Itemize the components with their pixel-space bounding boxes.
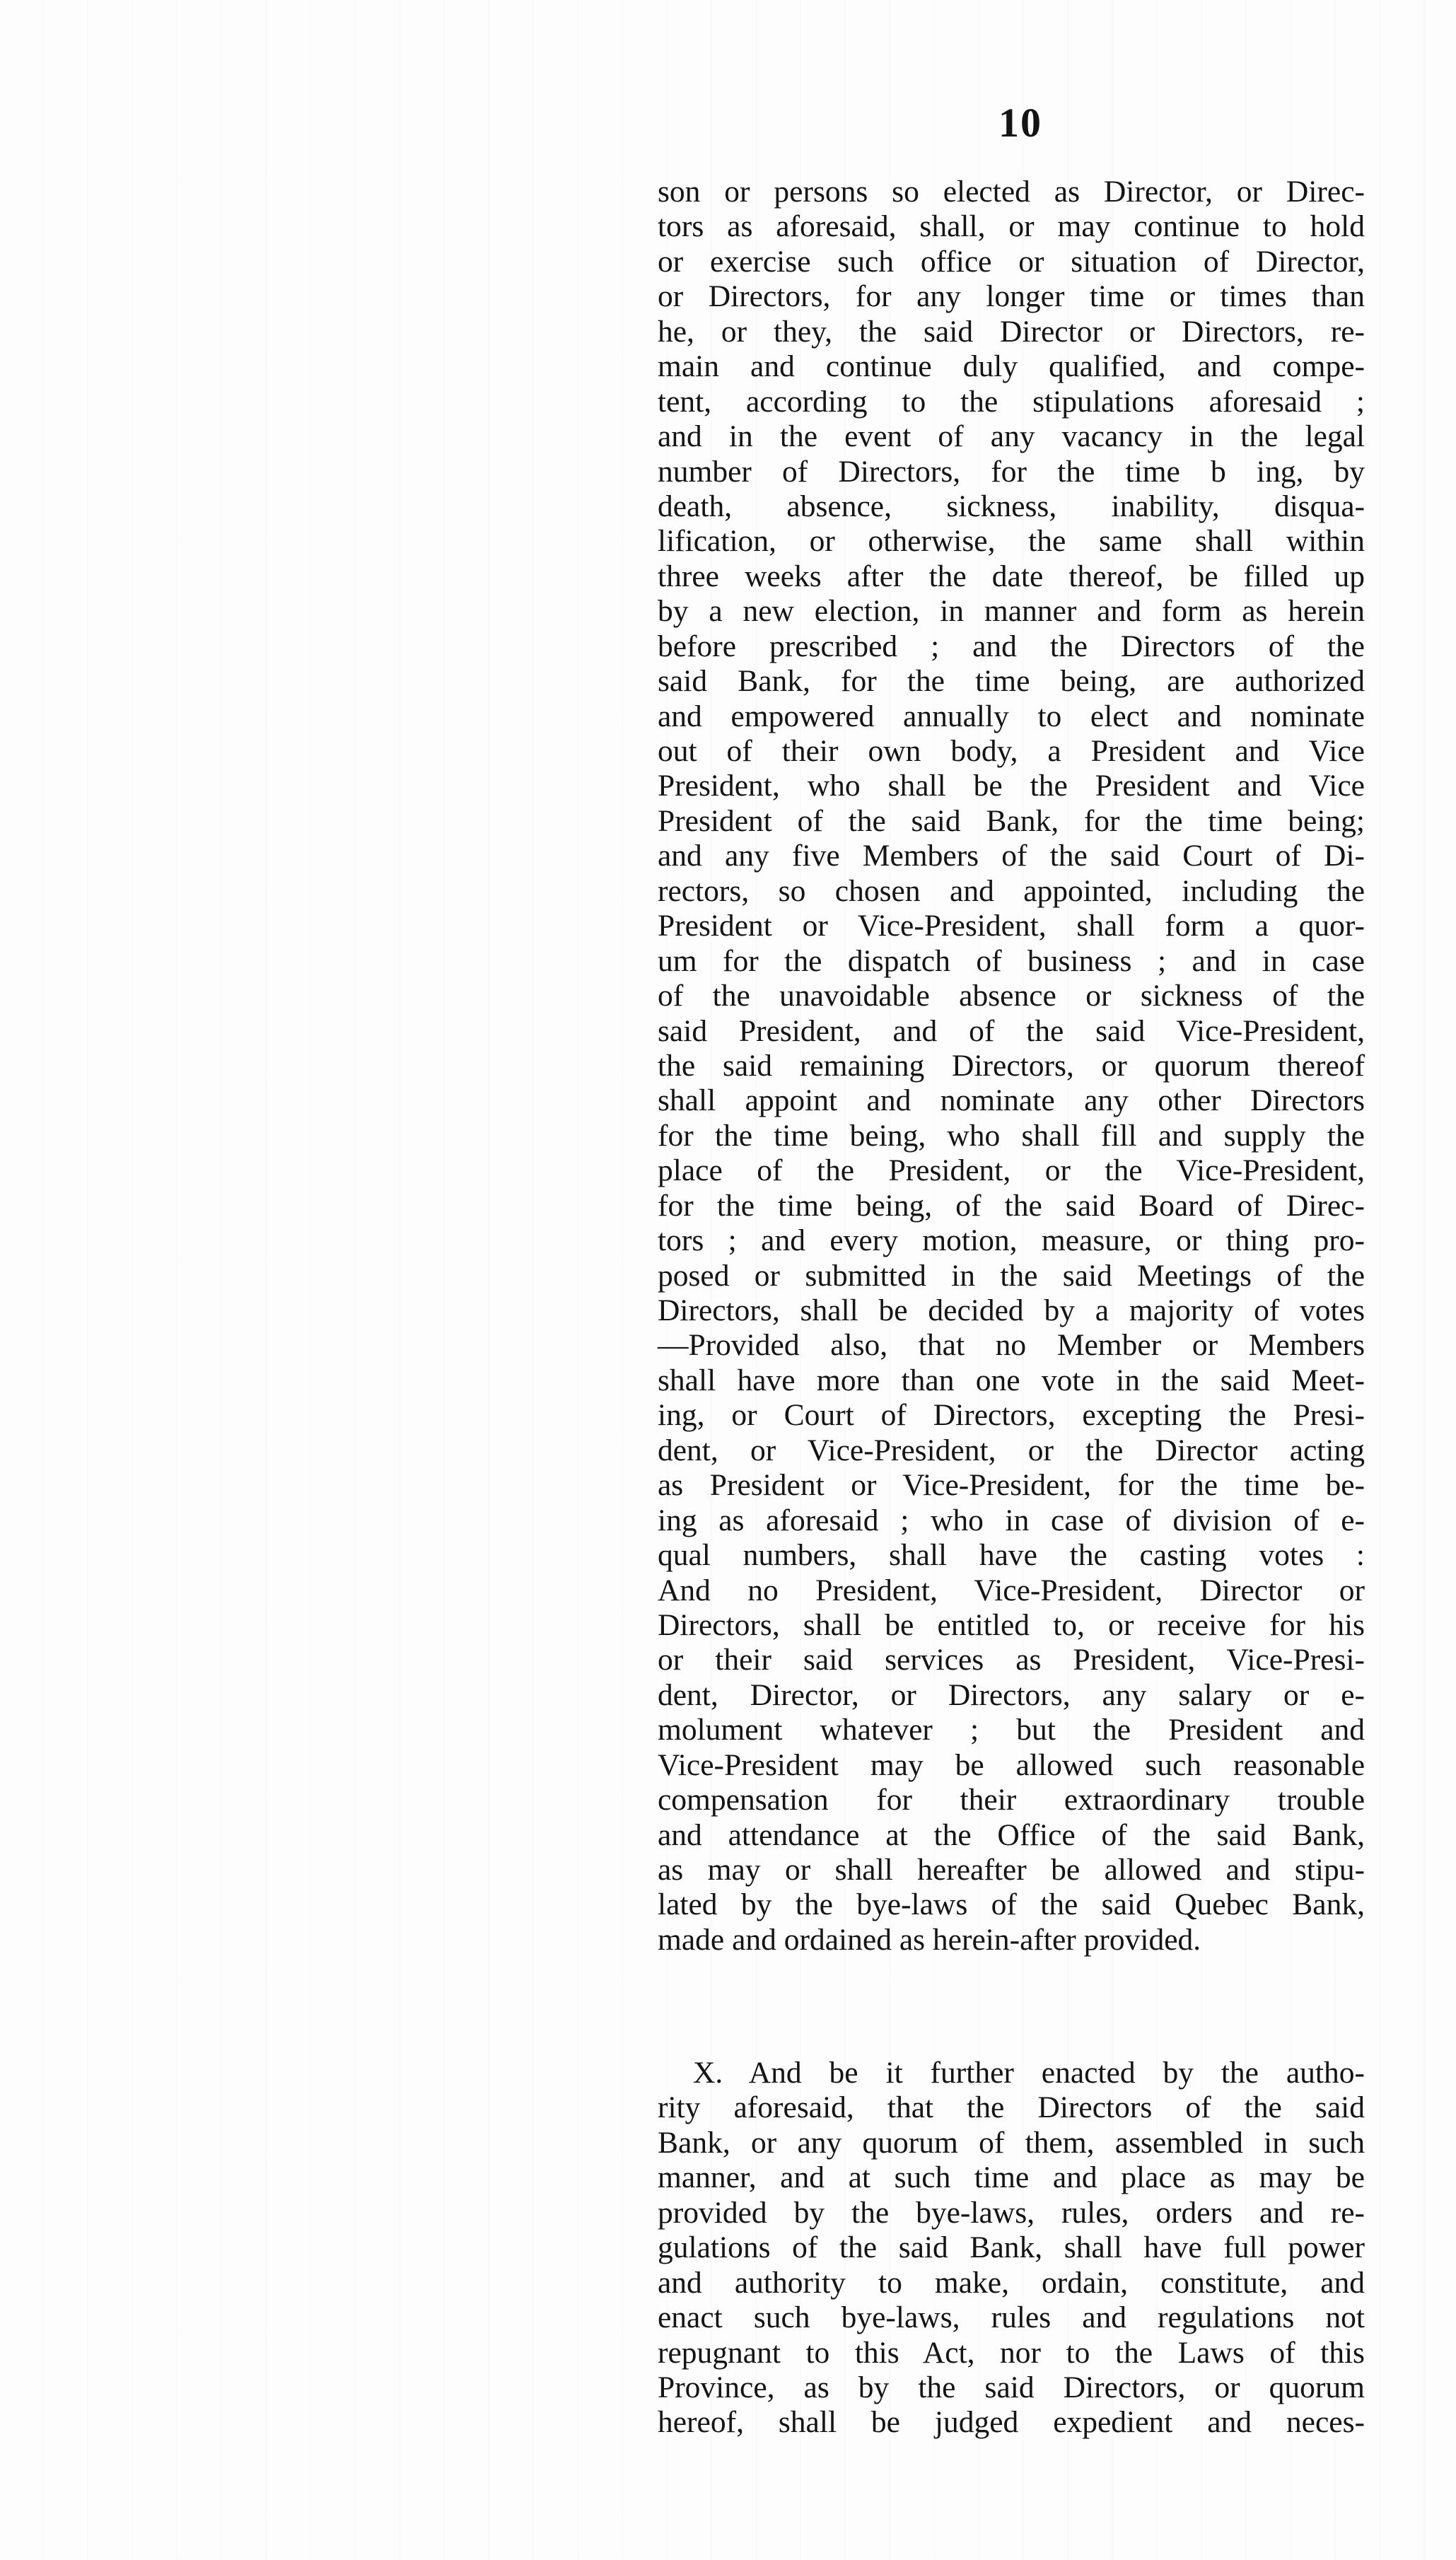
text-line: ing as aforesaid ; who in case of division of e- [658,1503,1365,1537]
text-line: repugnant to this Act, nor to the Laws of this [658,2335,1365,2370]
text-line: for the time being, of the said Board of Direc- [658,1188,1365,1223]
text-line: President of the said Bank, for the time being; [658,803,1365,838]
text-line: out of their own body, a President and Vice [658,734,1365,768]
text-line: Vice-President may be allowed such reasonable [658,1747,1365,1782]
text-line: rectors, so chosen and appointed, including the [658,873,1365,908]
text-line: the said remaining Directors, or quorum thereof [658,1048,1365,1083]
text-line: before prescribed ; and the Directors of the [658,629,1365,663]
text-line: dent, Director, or Directors, any salary or e- [658,1677,1365,1712]
text-line: Directors, shall be decided by a majority of votes [658,1293,1365,1327]
text-line: by a new election, in manner and form as herein [658,594,1365,629]
text-line: and attendance at the Office of the said Bank, [658,1817,1365,1852]
text-line: molument whatever ; but the President and [658,1713,1365,1747]
text-line: and in the event of any vacancy in the legal [658,419,1365,454]
text-line: tors as aforesaid, shall, or may continue to hold [658,209,1365,244]
text-line: um for the dispatch of business ; and in case [658,943,1365,978]
text-line: son or persons so elected as Director, or Direc- [658,175,1365,209]
text-line: manner, and at such time and place as may be [658,2160,1365,2195]
text-line: qual numbers, shall have the casting votes : [658,1538,1365,1573]
text-line: hereof, shall be judged expedient and neces- [658,2405,1365,2440]
text-line: as President or Vice-President, for the time be- [658,1468,1365,1503]
text-line: he, or they, the said Director or Directors, re- [658,314,1365,349]
text-line: and empowered annually to elect and nominate [658,699,1365,733]
text-line: three weeks after the date thereof, be filled up [658,559,1365,593]
text-line: President or Vice-President, shall form a quor- [658,909,1365,943]
text-line: tent, according to the stipulations aforesaid ; [658,384,1365,419]
text-line: for the time being, who shall fill and supply the [658,1118,1365,1153]
text-line: or Directors, for any longer time or times than [658,279,1365,314]
paragraph-section-x [658,2056,1365,2440]
text-line: provided by the bye-laws, rules, orders and re- [658,2195,1365,2230]
text-line: said President, and of the said Vice-President, [658,1013,1365,1048]
text-line: X. And be it further enacted by the autho- [693,2056,1365,2090]
text-line: or exercise such office or situation of Director, [658,244,1365,279]
text-line: number of Directors, for the time b ing, by [658,454,1365,489]
text-line: tors ; and every motion, measure, or thing pro- [658,1223,1365,1258]
text-line: shall appoint and nominate any other Directors [658,1083,1365,1118]
text-line: compensation for their extraordinary trouble [658,1783,1365,1817]
text-line: Directors, shall be entitled to, or receive for his [658,1607,1365,1642]
text-line: as may or shall hereafter be allowed and stipu- [658,1853,1365,1887]
text-line: said Bank, for the time being, are authorized [658,664,1365,699]
text-line: —Provided also, that no Member or Members [658,1328,1365,1363]
text-line: posed or submitted in the said Meetings of the [658,1258,1365,1293]
page-number: 10 [998,100,1042,146]
text-line: place of the President, or the Vice-President, [658,1153,1365,1188]
text-line: made and ordained as herein-after provided. [658,1922,1201,1957]
text-line: Bank, or any quorum of them, assembled in such [658,2125,1365,2160]
text-line: gulations of the said Bank, shall have full power [658,2230,1365,2265]
paragraph-continuation [658,175,1365,1957]
text-line: President, who shall be the President and Vice [658,769,1365,803]
text-line: dent, or Vice-President, or the Director acting [658,1433,1365,1467]
text-line: lification, or otherwise, the same shall within [658,524,1365,559]
text-line: or their said services as President, Vice-Presi- [658,1643,1365,1677]
text-line: Province, as by the said Directors, or quorum [658,2370,1365,2404]
text-line: ing, or Court of Directors, excepting the Presi- [658,1398,1365,1433]
text-line: main and continue duly qualified, and compe- [658,349,1365,384]
text-line: enact such bye-laws, rules and regulations not [658,2300,1365,2335]
text-line: of the unavoidable absence or sickness of the [658,979,1365,1013]
text-line: rity aforesaid, that the Directors of the said [658,2090,1365,2125]
text-line: death, absence, sickness, inability, disqua- [658,489,1365,523]
text-line: and authority to make, ordain, constitute, and [658,2265,1365,2300]
text-line: And no President, Vice-President, Director or [658,1573,1365,1607]
text-line: and any five Members of the said Court of Di- [658,839,1365,873]
text-line: lated by the bye-laws of the said Quebec Bank, [658,1887,1365,1922]
text-line: shall have more than one vote in the said Meet- [658,1363,1365,1397]
